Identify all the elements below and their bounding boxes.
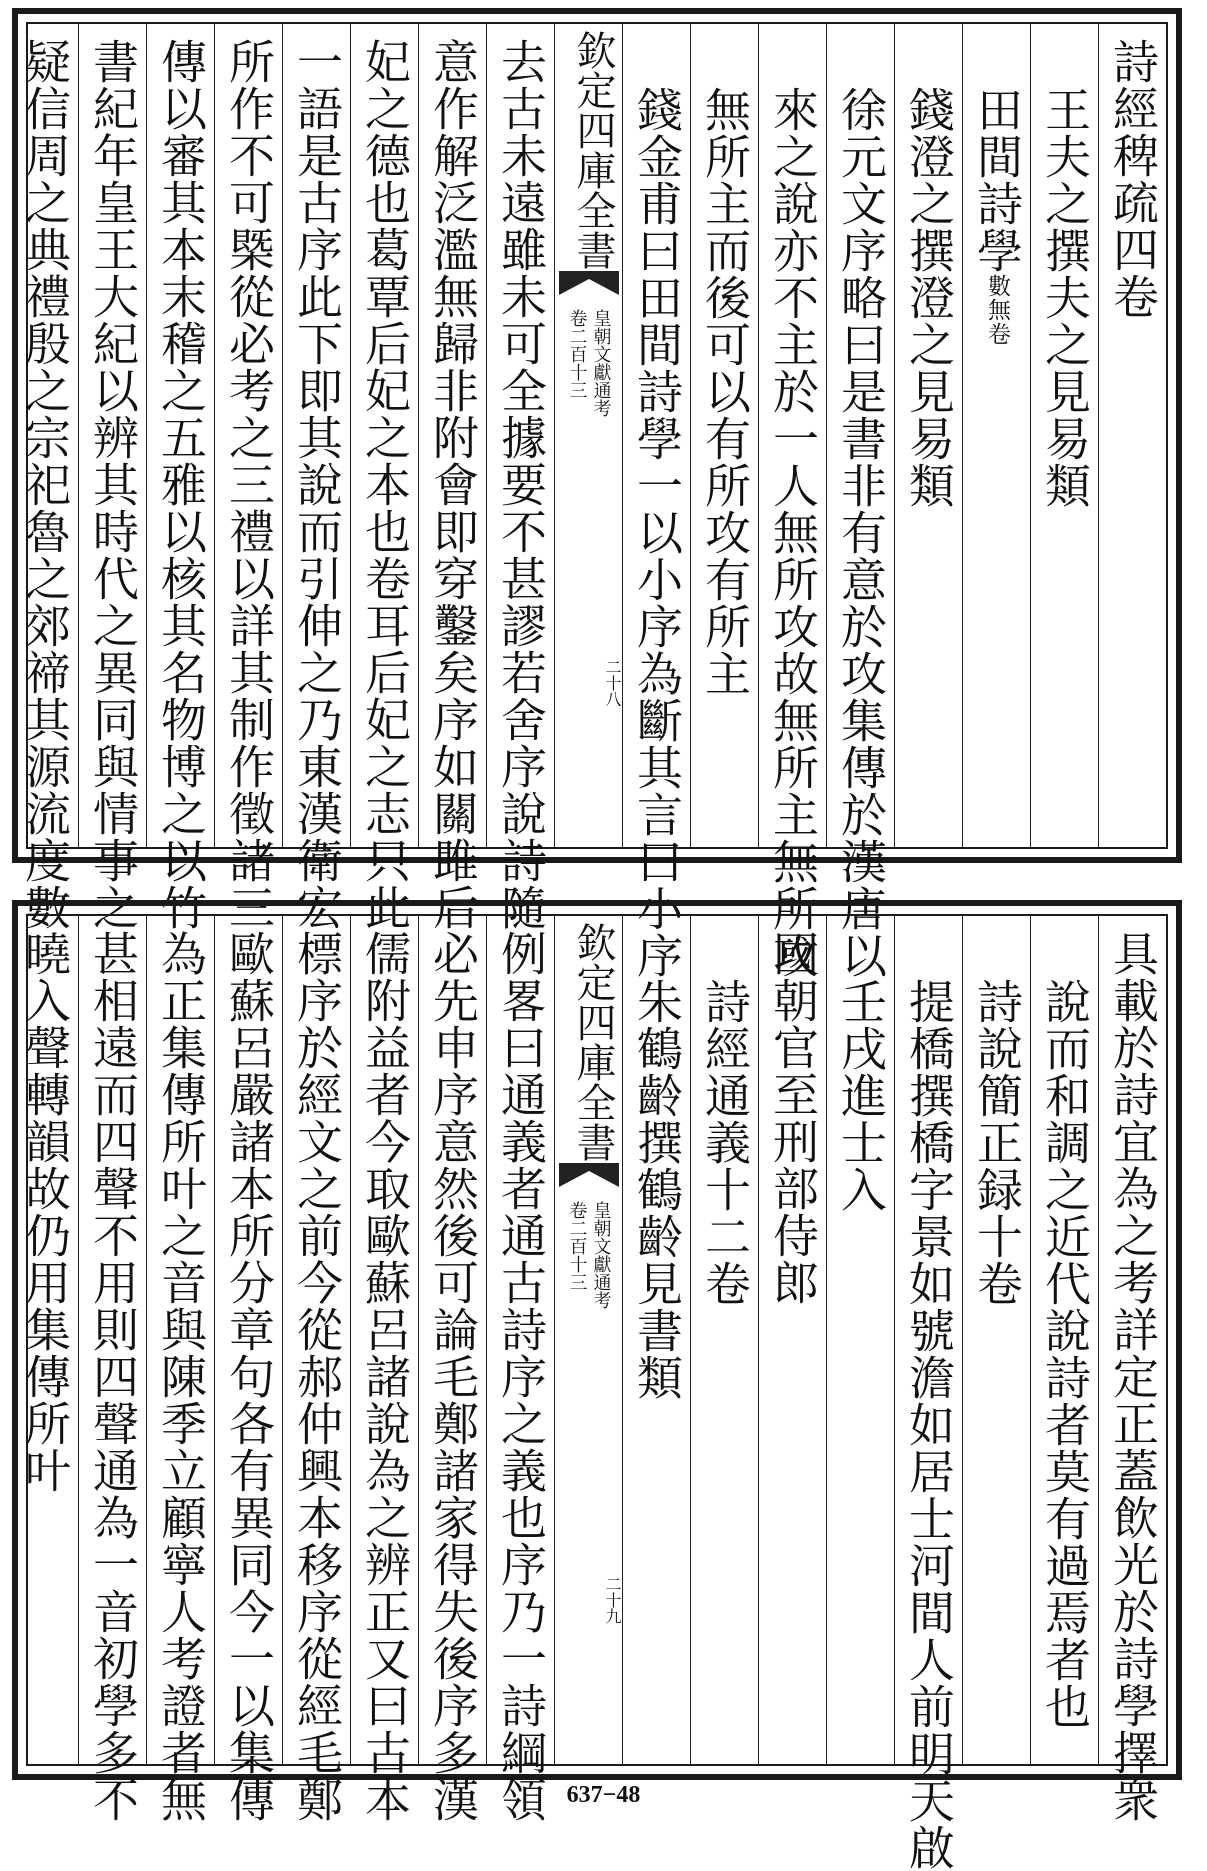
text-column: 詩經通義十二卷 [690,916,758,1764]
fish-tail-mark-icon [559,1161,619,1189]
upper-page-inner-frame [18,22,1168,979]
text-column: 壬戌進士入 [826,916,894,1764]
text-column: 必先申序意然後可論毛鄭諸家得失後序多漢 [418,916,486,1764]
text-column-with-note [962,24,1030,847]
text-column: 標序於經文之前今從郝仲興本移序從經毛鄭 [282,916,350,1764]
text-column: 說而和調之近代說詩者莫有過焉者也 [1030,916,1098,1764]
text-column: 例畧曰通義者通古詩序之義也序乃一詩綱領 [486,916,554,1764]
text-column: 錢金甫曰田間詩學一以小序為斷其言曰小序 [622,24,690,847]
margin-subtitle-line: 皇朝文獻通考 [590,1201,612,1309]
text-column: 妃之德也葛覃后妃之本也卷耳后妃之志只此 [350,24,418,847]
text-column: 國朝官至刑部侍郎 [758,916,826,1764]
interlinear-note [984,274,1009,346]
text-column: 詩說簡正録十卷 [962,916,1030,1764]
text-column: 提橋撰橋字景如號澹如居士河間人前明天啟 [894,916,962,1764]
margin-subtitle-line: 皇朝文獻通考 [590,309,612,417]
text-column: 詩經稗疏四卷 [1098,24,1166,847]
text-column: 甚相遠而四聲不用則四聲通為一音初學多不 [78,916,146,1764]
text-column: 具載於詩宜為之考詳定正蓋飲光於詩學擇衆 [1098,916,1166,1764]
upper-text-columns [18,24,1166,979]
text-column: 儒附益者今取歐蘇呂諸說為之辨正又曰古本 [350,916,418,1764]
margin-page-number: 二十九 [603,1576,622,1624]
center-margin-banner [554,24,622,847]
page-footer-number: 637−48 [566,1782,641,1808]
text-column: 來之說亦不主於一人無所攻故無所主無所攻 [758,24,826,847]
text-column: 無所主而後可以有所攻有所主 [690,24,758,847]
book-title: 田間詩學 [970,86,1024,274]
text-column: 曉入聲轉韻故仍用集傳所叶 [18,930,72,1494]
text-column: 去古未遠雖未可全據要不甚謬若舍序說詩隨 [486,24,554,847]
text-column: 王夫之撰夫之見易類 [1030,24,1098,847]
note-line: 數 [984,274,1010,298]
margin-subtitle [555,309,622,417]
text-column: 一語是古序此下即其說而引伸之乃東漢衛宏 [282,24,350,847]
margin-subtitle-line: 卷二百十三 [566,309,588,399]
margin-subtitle [555,1201,622,1309]
text-column: 所作不可槩從必考之三禮以詳其制作徵諸三 [214,24,282,847]
margin-subtitle-line: 卷二百十三 [566,1201,588,1291]
fish-tail-mark-icon [559,269,619,297]
note-line: 無卷 [984,298,1010,346]
text-column: 意作解泛濫無歸非附會即穿鑿矣序如關雎后 [418,24,486,847]
center-margin-banner [554,916,622,1764]
text-column: 疑信周之典禮殷之宗祀魯之郊禘其源流度數 [18,38,72,931]
margin-page-number: 二十八 [603,659,622,707]
upper-page-frame [12,8,1182,979]
text-column: 徐元文序略曰是書非有意於攻集傳於漢唐以 [826,24,894,847]
text-column: 朱鶴齡撰鶴齡見書類 [622,916,690,1764]
text-column: 傳以審其本末稽之五雅以核其名物博之以竹 [146,24,214,847]
text-column: 錢澄之撰澄之見易類 [894,24,962,847]
margin-title: 欽定四庫全書 [570,922,616,1162]
text-column: 歐蘇呂嚴諸本所分章句各有異同今一以集傳 [214,916,282,1764]
margin-title: 欽定四庫全書 [570,30,616,270]
text-column: 為正集傳所叶之音與陳季立顧寧人考證者無 [146,916,214,1764]
text-column: 書紀年皇王大紀以辨其時代之異同與情事之 [78,24,146,847]
